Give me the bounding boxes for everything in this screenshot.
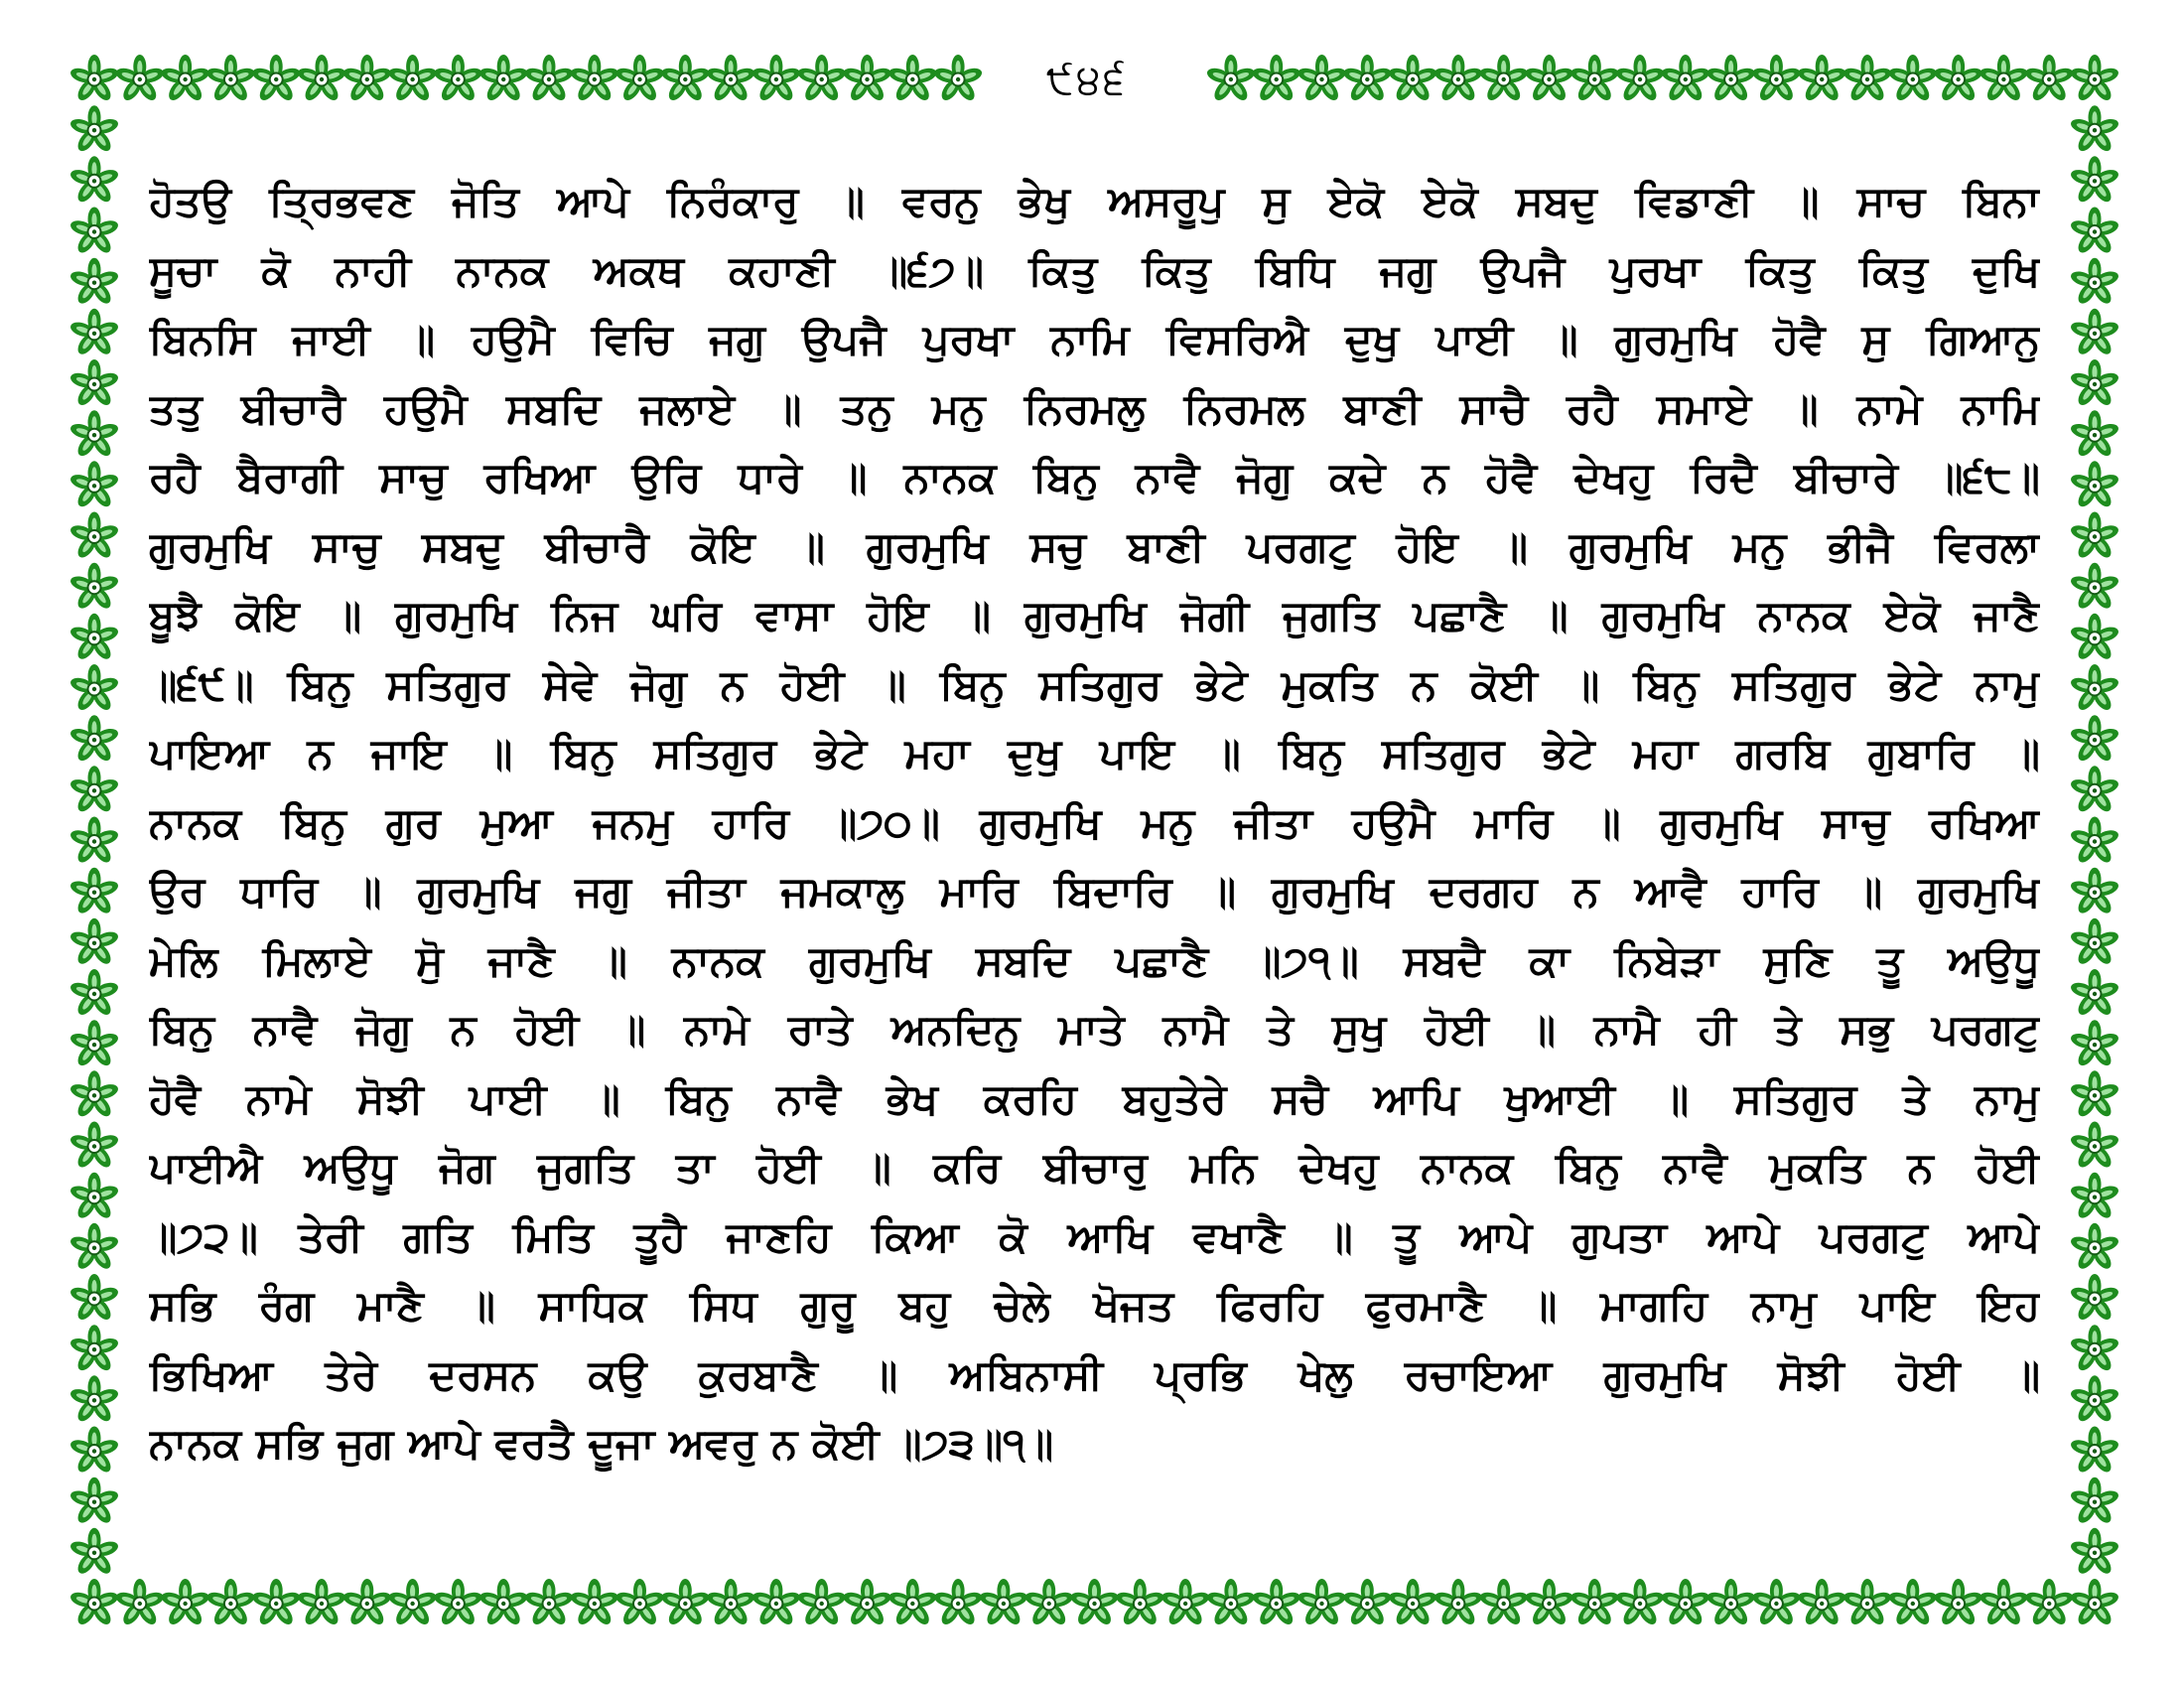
text-line-3: ਬਿਨਸਿ ਜਾਈ ॥ ਹਉਮੈ ਵਿਚਿ ਜਗੁ ਉਪਜੈ ਪੁਰਖਾ ਨਾਮਿ ਵਿਸਰਿਐ ਦੁਖੁ ਪਾਈ ॥ ਗੁਰਮੁਖਿ ਹੋਵੈ ਸੁ ਗਿਆਨੁ <box>149 315 2040 363</box>
border-flower-icon <box>842 1579 893 1627</box>
border-flower-icon <box>1342 1579 1394 1627</box>
border-flower-icon <box>2069 208 2120 256</box>
border-flower-icon <box>751 55 802 103</box>
border-flower-icon <box>2069 1274 2120 1323</box>
border-flower-icon <box>2069 410 2120 459</box>
border-flower-icon <box>68 868 120 916</box>
border-flower-icon <box>2069 563 2120 612</box>
border-flower-icon <box>387 1579 439 1627</box>
border-flower-icon <box>68 512 120 561</box>
border-flower-icon <box>1887 1579 1939 1627</box>
border-flower-icon <box>68 1375 120 1424</box>
border-flower-icon <box>68 105 120 154</box>
text-line-17: ਸਭਿ ਰੰਗ ਮਾਣੈ ॥ ਸਾਧਿਕ ਸਿਧ ਗੁਰੂ ਬਹੁ ਚੇਲੇ ਖੋਜਤ ਫਿਰਹਿ ਫੁਰਮਾਣੈ ॥ ਮਾਗਹਿ ਨਾਮੁ ਪਾਇ ਇਹ <box>149 1281 2040 1330</box>
border-flower-icon <box>2069 1427 2120 1476</box>
border-flower-icon <box>68 1020 120 1068</box>
border-flower-icon <box>68 1173 120 1221</box>
border-flower-icon <box>1205 55 1257 103</box>
border-flower-icon <box>614 55 666 103</box>
text-line-8: ॥੬੯॥ ਬਿਨੁ ਸਤਿਗੁਰ ਸੇਵੇ ਜੋਗੁ ਨ ਹੋਈ ॥ ਬਿਨੁ ਸਤਿਗੁਰ ਭੇਟੇ ਮੁਕਤਿ ਨ ਕੋਈ ॥ ਬਿਨੁ ਸਤਿਗੁਰ ਭੇਟੇ ਨਾਮੁ <box>149 659 2040 709</box>
text-line-18: ਭਿਖਿਆ ਤੇਰੇ ਦਰਸਨ ਕਉ ਕੁਰਬਾਣੈ ॥ ਅਬਿਨਾਸੀ ਪ੍ਰਭਿ ਖੇਲੁ ਰਚਾਇਆ ਗੁਰਮੁਖਿ ਸੋਝੀ ਹੋਈ ॥ <box>149 1349 2040 1399</box>
border-flower-icon <box>569 1579 620 1627</box>
text-line-11: ਉਰ ਧਾਰਿ ॥ ਗੁਰਮੁਖਿ ਜਗੁ ਜੀਤਾ ਜਮਕਾਲੁ ਮਾਰਿ ਬਿਦਾਰਿ ॥ ਗੁਰਮੁਖਿ ਦਰਗਹ ਨ ਆਵੈ ਹਾਰਿ ॥ ਗੁਰਮੁਖਿ <box>149 867 2040 915</box>
text-line-1: ਹੋਤਉ ਤ੍ਰਿਭਵਣ ਜੋਤਿ ਆਪੇ ਨਿਰੰਕਾਰੁ ॥ ਵਰਨੁ ਭੇਖੁ ਅਸਰੂਪੁ ਸੁ ਏਕੋ ਏਕੋ ਸਬਦੁ ਵਿਡਾਣੀ ॥ ਸਾਚ ਬਿਨਾ <box>149 177 2040 225</box>
border-flower-icon <box>1570 55 1621 103</box>
text-line-7: ਬੂਝੈ ਕੋਇ ॥ ਗੁਰਮੁਖਿ ਨਿਜ ਘਰਿ ਵਾਸਾ ਹੋਇ ॥ ਗੁਰਮੁਖਿ ਜੋਗੀ ਜੁਗਤਿ ਪਛਾਣੈ ॥ ਗੁਰਮੁਖਿ ਨਾਨਕ ਏਕੋ ਜਾਣੈ <box>149 591 2040 639</box>
border-flower-icon <box>68 55 120 103</box>
border-flower-icon <box>250 55 302 103</box>
border-flower-icon <box>1933 1579 1984 1627</box>
border-flower-icon <box>68 1325 120 1373</box>
border-flower-icon <box>1706 55 1757 103</box>
border-flower-icon <box>2069 1223 2120 1272</box>
border-flower-icon <box>68 208 120 256</box>
border-flower-icon <box>68 461 120 509</box>
border-flower-icon <box>114 1579 166 1627</box>
border-flower-icon <box>160 1579 211 1627</box>
border-flower-icon <box>114 55 166 103</box>
border-flower-icon <box>68 817 120 866</box>
border-flower-icon <box>68 766 120 814</box>
border-flower-icon <box>1796 55 1847 103</box>
border-flower-icon <box>296 1579 347 1627</box>
border-flower-icon <box>523 1579 575 1627</box>
border-flower-icon <box>2069 1477 2120 1526</box>
border-flower-icon <box>1524 55 1575 103</box>
border-flower-icon <box>2069 1375 2120 1424</box>
border-flower-icon <box>2069 969 2120 1018</box>
border-flower-icon <box>1796 1579 1847 1627</box>
border-flower-icon <box>68 614 120 662</box>
text-line-9: ਪਾਇਆ ਨ ਜਾਇ ॥ ਬਿਨੁ ਸਤਿਗੁਰ ਭੇਟੇ ਮਹਾ ਦੁਖੁ ਪਾਇ ॥ ਬਿਨੁ ਸਤਿਗੁਰ ਭੇਟੇ ਮਹਾ ਗਰਬਿ ਗੁਬਾਰਿ ॥ <box>149 729 2040 777</box>
border-flower-icon <box>2069 309 2120 357</box>
border-flower-icon <box>1614 55 1666 103</box>
text-line-13: ਬਿਨੁ ਨਾਵੈ ਜੋਗੁ ਨ ਹੋਈ ॥ ਨਾਮੇ ਰਾਤੇ ਅਨਦਿਨੁ ਮਾਤੇ ਨਾਮੈ ਤੇ ਸੁਖੁ ਹੋਈ ॥ ਨਾਮੈ ਹੀ ਤੇ ਸਭੁ ਪਰਗਟੁ <box>149 1005 2040 1054</box>
border-flower-icon <box>2069 766 2120 814</box>
border-flower-icon <box>68 1427 120 1476</box>
border-flower-icon <box>705 1579 756 1627</box>
border-flower-icon <box>1433 55 1484 103</box>
border-flower-icon <box>614 1579 666 1627</box>
border-flower-icon <box>68 1579 120 1627</box>
border-flower-icon <box>205 1579 257 1627</box>
text-line-14: ਹੋਵੈ ਨਾਮੇ ਸੋਝੀ ਪਾਈ ॥ ਬਿਨੁ ਨਾਵੈ ਭੇਖ ਕਰਹਿ ਬਹੁਤੇਰੇ ਸਚੈ ਆਪਿ ਖੁਆਈ ॥ ਸਤਿਗੁਰ ਤੇ ਨਾਮੁ <box>149 1073 2040 1123</box>
border-flower-icon <box>68 1274 120 1323</box>
border-flower-icon <box>1115 1579 1166 1627</box>
border-flower-icon <box>1342 55 1394 103</box>
border-flower-icon <box>2069 512 2120 561</box>
text-line-16: ॥੭੨॥ ਤੇਰੀ ਗਤਿ ਮਿਤਿ ਤੂਹੈ ਜਾਣਹਿ ਕਿਆ ਕੋ ਆਖਿ ਵਖਾਣੈ ॥ ਤੂ ਆਪੇ ਗੁਪਤਾ ਆਪੇ ਪਰਗਟੁ ਆਪੇ <box>149 1211 2040 1261</box>
scripture-text-block <box>149 167 2040 1478</box>
border-flower-icon <box>2069 868 2120 916</box>
border-flower-icon <box>68 1070 120 1119</box>
border-flower-icon <box>387 55 439 103</box>
text-line-12: ਮੇਲਿ ਮਿਲਾਏ ਸੋੁ ਜਾਣੈ ॥ ਨਾਨਕ ਗੁਰਮੁਖਿ ਸਬਦਿ ਪਛਾਣੈ ॥੭੧॥ ਸਬਦੈ ਕਾ ਨਿਬੇੜਾ ਸੁਣਿ ਤੂ ਅਉਧੂ <box>149 935 2040 985</box>
border-flower-icon <box>296 55 347 103</box>
border-flower-icon <box>2069 258 2120 307</box>
border-flower-icon <box>2069 918 2120 967</box>
border-flower-icon <box>2069 614 2120 662</box>
text-line-5: ਰਹੈ ਬੈਰਾਗੀ ਸਾਚੁ ਰਖਿਆ ਉਰਿ ਧਾਰੇ ॥ ਨਾਨਕ ਬਿਨੁ ਨਾਵੈ ਜੋਗੁ ਕਦੇ ਨ ਹੋਵੈ ਦੇਖਹੁ ਰਿਦੈ ਬੀਚਾਰੇ ॥੬੮॥ <box>149 453 2040 501</box>
border-flower-icon <box>1570 1579 1621 1627</box>
border-flower-icon <box>68 156 120 205</box>
border-flower-icon <box>1205 1579 1257 1627</box>
border-flower-icon <box>1706 1579 1757 1627</box>
border-flower-icon <box>1524 1579 1575 1627</box>
border-flower-icon <box>478 55 529 103</box>
border-flower-icon <box>68 1122 120 1171</box>
border-flower-icon <box>1387 1579 1438 1627</box>
border-flower-icon <box>2069 156 2120 205</box>
text-line-10: ਨਾਨਕ ਬਿਨੁ ਗੁਰ ਮੁਆ ਜਨਮੁ ਹਾਰਿ ॥੭੦॥ ਗੁਰਮੁਖਿ ਮਨੁ ਜੀਤਾ ਹਉਮੈ ਮਾਰਿ ॥ ਗੁਰਮੁਖਿ ਸਾਚੁ ਰਖਿਆ <box>149 797 2040 847</box>
border-flower-icon <box>2069 715 2120 764</box>
border-flower-icon <box>1751 1579 1803 1627</box>
border-flower-icon <box>68 918 120 967</box>
border-flower-icon <box>341 1579 393 1627</box>
text-line-4: ਤਤੁ ਬੀਚਾਰੈ ਹਉਮੈ ਸਬਦਿ ਜਲਾਏ ॥ ਤਨੁ ਮਨੁ ਨਿਰਮਲੁ ਨਿਰਮਲ ਬਾਣੀ ਸਾਚੈ ਰਹੈ ਸਮਾਏ ॥ ਨਾਮੇ ਨਾਮਿ <box>149 383 2040 433</box>
border-flower-icon <box>1751 55 1803 103</box>
text-line-6: ਗੁਰਮੁਖਿ ਸਾਚੁ ਸਬਦੁ ਬੀਚਾਰੈ ਕੋਇ ॥ ਗੁਰਮੁਖਿ ਸਚੁ ਬਾਣੀ ਪਰਗਟੁ ਹੋਇ ॥ ਗੁਰਮੁਖਿ ਮਨੁ ਭੀਜੈ ਵਿਰਲਾ <box>149 521 2040 571</box>
border-flower-icon <box>68 1477 120 1526</box>
border-flower-icon <box>68 563 120 612</box>
border-flower-icon <box>2069 1020 2120 1068</box>
border-flower-icon <box>1297 55 1348 103</box>
border-flower-icon <box>2069 1325 2120 1373</box>
border-flower-icon <box>523 55 575 103</box>
border-flower-icon <box>1024 1579 1075 1627</box>
border-flower-icon <box>2069 1122 2120 1171</box>
border-flower-icon <box>1478 1579 1530 1627</box>
border-flower-icon <box>433 55 484 103</box>
border-flower-icon <box>68 715 120 764</box>
border-flower-icon <box>1660 55 1711 103</box>
border-flower-icon <box>1933 55 1984 103</box>
border-flower-icon <box>1251 55 1302 103</box>
border-flower-icon <box>1297 1579 1348 1627</box>
border-flower-icon <box>2069 1070 2120 1119</box>
border-flower-icon <box>1887 55 1939 103</box>
border-flower-icon <box>1387 55 1438 103</box>
text-line-19: ਨਾਨਕ ਸਭਿ ਜੁਗ ਆਪੇ ਵਰਤੈ ਦੂਜਾ ਅਵਰੁ ਨ ਕੋਈ ॥੭੩॥੧॥ <box>149 1419 1054 1468</box>
border-flower-icon <box>2069 359 2120 408</box>
border-flower-icon <box>160 55 211 103</box>
border-flower-icon <box>68 1223 120 1272</box>
border-flower-icon <box>2069 461 2120 509</box>
border-flower-icon <box>932 55 984 103</box>
border-flower-icon <box>1433 1579 1484 1627</box>
border-flower-icon <box>478 1579 529 1627</box>
text-line-15: ਪਾਈਐ ਅਉਧੂ ਜੋਗ ਜੁਗਤਿ ਤਾ ਹੋਈ ॥ ਕਰਿ ਬੀਚਾਰੁ ਮਨਿ ਦੇਖਹੁ ਨਾਨਕ ਬਿਨੁ ਨਾਵੈ ਮੁਕਤਿ ਨ ਹੋਈ <box>149 1143 2040 1192</box>
border-flower-icon <box>1979 55 2030 103</box>
border-flower-icon <box>68 1528 120 1577</box>
border-flower-icon <box>887 1579 939 1627</box>
border-flower-icon <box>1160 1579 1211 1627</box>
border-flower-icon <box>1069 1579 1121 1627</box>
border-flower-icon <box>68 258 120 307</box>
border-flower-icon <box>2069 1528 2120 1577</box>
border-flower-icon <box>2023 55 2075 103</box>
border-flower-icon <box>68 359 120 408</box>
border-flower-icon <box>2069 1579 2120 1627</box>
border-flower-icon <box>569 55 620 103</box>
border-flower-icon <box>1478 55 1530 103</box>
border-flower-icon <box>2069 664 2120 713</box>
border-flower-icon <box>1614 1579 1666 1627</box>
page-number: ੯੪੬ <box>993 52 1181 107</box>
border-flower-icon <box>341 55 393 103</box>
border-flower-icon <box>705 55 756 103</box>
border-flower-icon <box>68 969 120 1018</box>
border-flower-icon <box>1842 1579 1893 1627</box>
border-flower-icon <box>2023 1579 2075 1627</box>
border-flower-icon <box>433 1579 484 1627</box>
border-flower-icon <box>1251 1579 1302 1627</box>
border-flower-icon <box>751 1579 802 1627</box>
border-flower-icon <box>2069 55 2120 103</box>
border-flower-icon <box>2069 1173 2120 1221</box>
border-flower-icon <box>842 55 893 103</box>
border-flower-icon <box>250 1579 302 1627</box>
text-line-2: ਸੂਚਾ ਕੋ ਨਾਹੀ ਨਾਨਕ ਅਕਥ ਕਹਾਣੀ ॥੬੭॥ ਕਿਤੁ ਕਿਤੁ ਬਿਧਿ ਜਗੁ ਉਪਜੈ ਪੁਰਖਾ ਕਿਤੁ ਕਿਤੁ ਦੁਖਿ <box>149 245 2040 295</box>
border-flower-icon <box>1842 55 1893 103</box>
border-flower-icon <box>1660 1579 1711 1627</box>
border-flower-icon <box>887 55 939 103</box>
border-flower-icon <box>68 309 120 357</box>
border-flower-icon <box>205 55 257 103</box>
border-flower-icon <box>68 664 120 713</box>
border-flower-icon <box>796 55 848 103</box>
border-flower-icon <box>796 1579 848 1627</box>
border-flower-icon <box>978 1579 1029 1627</box>
border-flower-icon <box>1979 1579 2030 1627</box>
border-flower-icon <box>660 55 712 103</box>
border-flower-icon <box>2069 817 2120 866</box>
border-flower-icon <box>932 1579 984 1627</box>
border-flower-icon <box>2069 105 2120 154</box>
border-flower-icon <box>68 410 120 459</box>
border-flower-icon <box>660 1579 712 1627</box>
